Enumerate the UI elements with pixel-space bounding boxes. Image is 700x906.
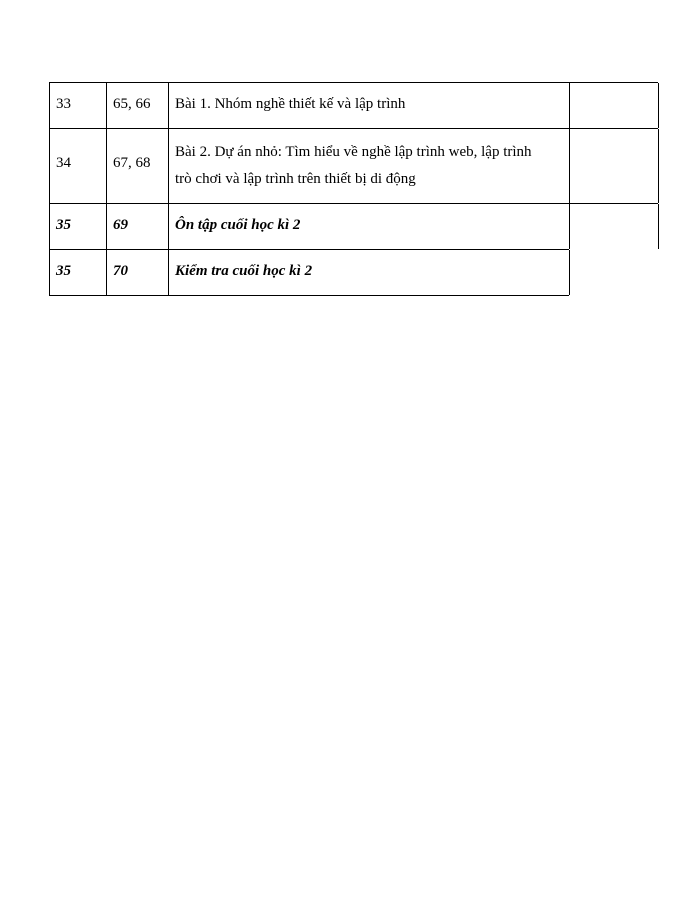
- content-cell: [169, 129, 570, 203]
- table-row: [49, 82, 658, 128]
- periods-cell: 69: [107, 204, 169, 249]
- content-line: trò chơi và lập trình trên thiết bị di động: [175, 171, 416, 187]
- content-line: Bài 2. Dự án nhỏ: Tìm hiểu về nghề lập trình web, lập trình: [175, 144, 532, 160]
- note-cell: [570, 204, 659, 249]
- table-row: [49, 203, 658, 249]
- week-cell: 35: [50, 250, 107, 295]
- week-cell: 34: [50, 129, 107, 203]
- periods-cell: 65, 66: [107, 83, 169, 128]
- table-row: [49, 249, 569, 296]
- periods-cell: 70: [107, 250, 169, 295]
- content-cell: Bài 1. Nhóm nghề thiết kế và lập trình: [169, 83, 570, 128]
- periods-cell: 67, 68: [107, 129, 169, 203]
- note-cell: [570, 83, 659, 128]
- content-cell: Kiểm tra cuối học kì 2: [169, 250, 570, 295]
- week-cell: 35: [50, 204, 107, 249]
- table-row: [49, 128, 658, 203]
- content-cell: Ôn tập cuối học kì 2: [169, 204, 570, 249]
- note-cell: [570, 129, 659, 203]
- week-cell: 33: [50, 83, 107, 128]
